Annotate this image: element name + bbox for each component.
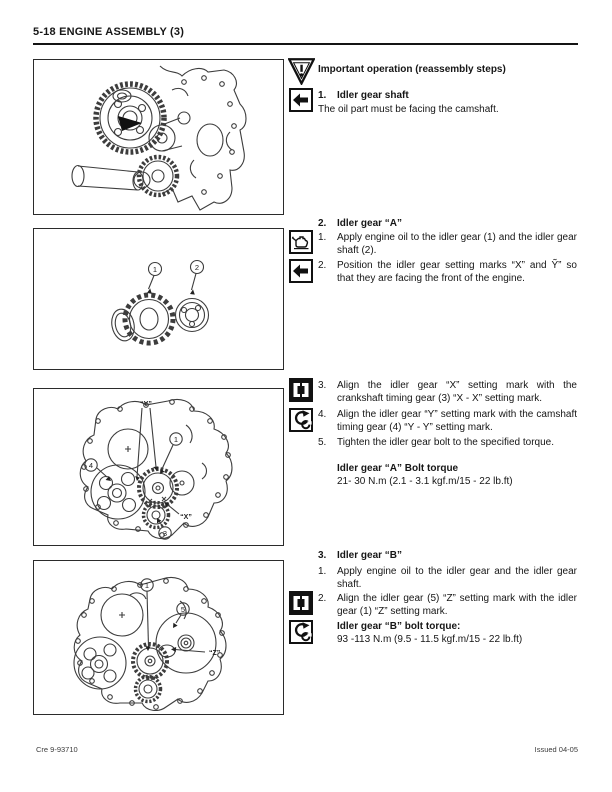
step-title: Idler gear shaft: [337, 90, 409, 101]
torque-wrench-icon: [289, 620, 313, 644]
torque-value: 93 -113 N.m (9.5 - 11.5 kgf.m/15 - 22 lb.ft): [337, 634, 523, 646]
page-title: 5-18 ENGINE ASSEMBLY (3): [33, 26, 185, 38]
step2-heading: [318, 217, 577, 230]
figure-2-illustration: [34, 229, 280, 366]
footer-issue-date: Issued 04-05: [534, 745, 578, 754]
figure-4-illustration: [34, 561, 280, 711]
leader-arrowhead: [173, 623, 178, 628]
callout-1: 1: [173, 434, 179, 444]
mark-label-z: “Z”: [209, 650, 221, 657]
warning-triangle-icon: [288, 58, 315, 85]
figure-2-frame: [33, 228, 284, 370]
mark-label-x: “X”: [180, 514, 192, 521]
step3-item-2: [318, 592, 577, 618]
torque-wrench-icon: [289, 408, 313, 432]
item-text: Align the idler gear “X” setting mark with the crankshaft timing gear (3) “X - X” setting mark.: [337, 380, 577, 405]
callout-1: 1: [152, 264, 158, 274]
item-number: 1.: [318, 566, 327, 577]
callout-4: 4: [88, 460, 94, 470]
item-text: Tighten the idler gear bolt to the specified torque.: [337, 437, 554, 448]
callout-5: 5: [180, 604, 186, 614]
item-number: 2.: [318, 260, 327, 271]
important-operation-label: Important operation (reassembly steps): [318, 64, 506, 75]
item-number: 2.: [318, 593, 327, 604]
torque-value: 21- 30 N.m (2.1 - 3.1 kgf.m/15 - 22 lb.ft): [337, 476, 513, 488]
callout-1: 1: [144, 580, 150, 590]
leader-arrowhead: [147, 288, 152, 293]
figure-1-illustration: [34, 60, 280, 211]
step-number: 3.: [318, 550, 327, 561]
step-title: Idler gear “B”: [337, 550, 403, 561]
item-number: 3.: [318, 380, 327, 391]
step3-item-1: [318, 565, 577, 591]
align-marks-icon: [289, 591, 313, 615]
footer-doc-number: Cre 9-93710: [36, 745, 78, 754]
step1-body: The oil part must be facing the camshaft.: [318, 104, 499, 115]
item-text: Apply engine oil to the idler gear and the idler gear shaft.: [337, 566, 577, 591]
torque-title: Idler gear “B” bolt torque:: [337, 621, 461, 632]
figure-4-frame: [33, 560, 284, 715]
step-number: 2.: [318, 218, 327, 229]
step1-heading: [318, 89, 577, 102]
step2-item-5: [318, 436, 577, 449]
step2-item-4: [318, 408, 577, 434]
item-number: 5.: [318, 437, 327, 448]
step2-item-1: [318, 231, 577, 257]
step2-item-2: [318, 259, 577, 285]
step-number: 1.: [318, 90, 327, 101]
step2-item-3: [318, 379, 577, 405]
item-number: 4.: [318, 409, 327, 420]
step3-torque-spec: [337, 620, 577, 646]
direction-arrow: [118, 116, 142, 131]
item-text: Position the idler gear setting marks “X” and Ỹ” so that they are facing the front of the engine.: [337, 260, 577, 285]
figure-3-illustration: [34, 389, 280, 542]
item-text: Apply engine oil to the idler gear (1) and the idler gear shaft (2).: [337, 232, 577, 257]
figure-1-frame: [33, 59, 284, 215]
item-text: Align the idler gear (5) “Z” setting mark with the idler gear (1) “Z” setting mark.: [337, 593, 577, 618]
mark-label-y: “Y”: [140, 401, 152, 408]
torque-title: Idler gear “A” Bolt torque: [337, 463, 459, 474]
step2-torque-spec: [337, 462, 577, 488]
figure-3-frame: [33, 388, 284, 546]
callout-3: 3: [162, 528, 168, 538]
align-marks-icon: [289, 378, 313, 402]
step-title: Idler gear “A”: [337, 218, 403, 229]
header-rule: [33, 43, 578, 45]
item-number: 1.: [318, 232, 327, 243]
step3-heading: [318, 549, 577, 562]
callout-2: 2: [194, 262, 200, 272]
arrow-left-icon: [289, 88, 313, 112]
leader-arrowhead: [190, 289, 195, 294]
item-text: Align the idler gear “Y” setting mark with the camshaft timing gear (4) “Y - Y” setting mark.: [337, 409, 577, 434]
arrow-left-icon: [289, 259, 313, 283]
oil-can-icon: [289, 230, 313, 254]
